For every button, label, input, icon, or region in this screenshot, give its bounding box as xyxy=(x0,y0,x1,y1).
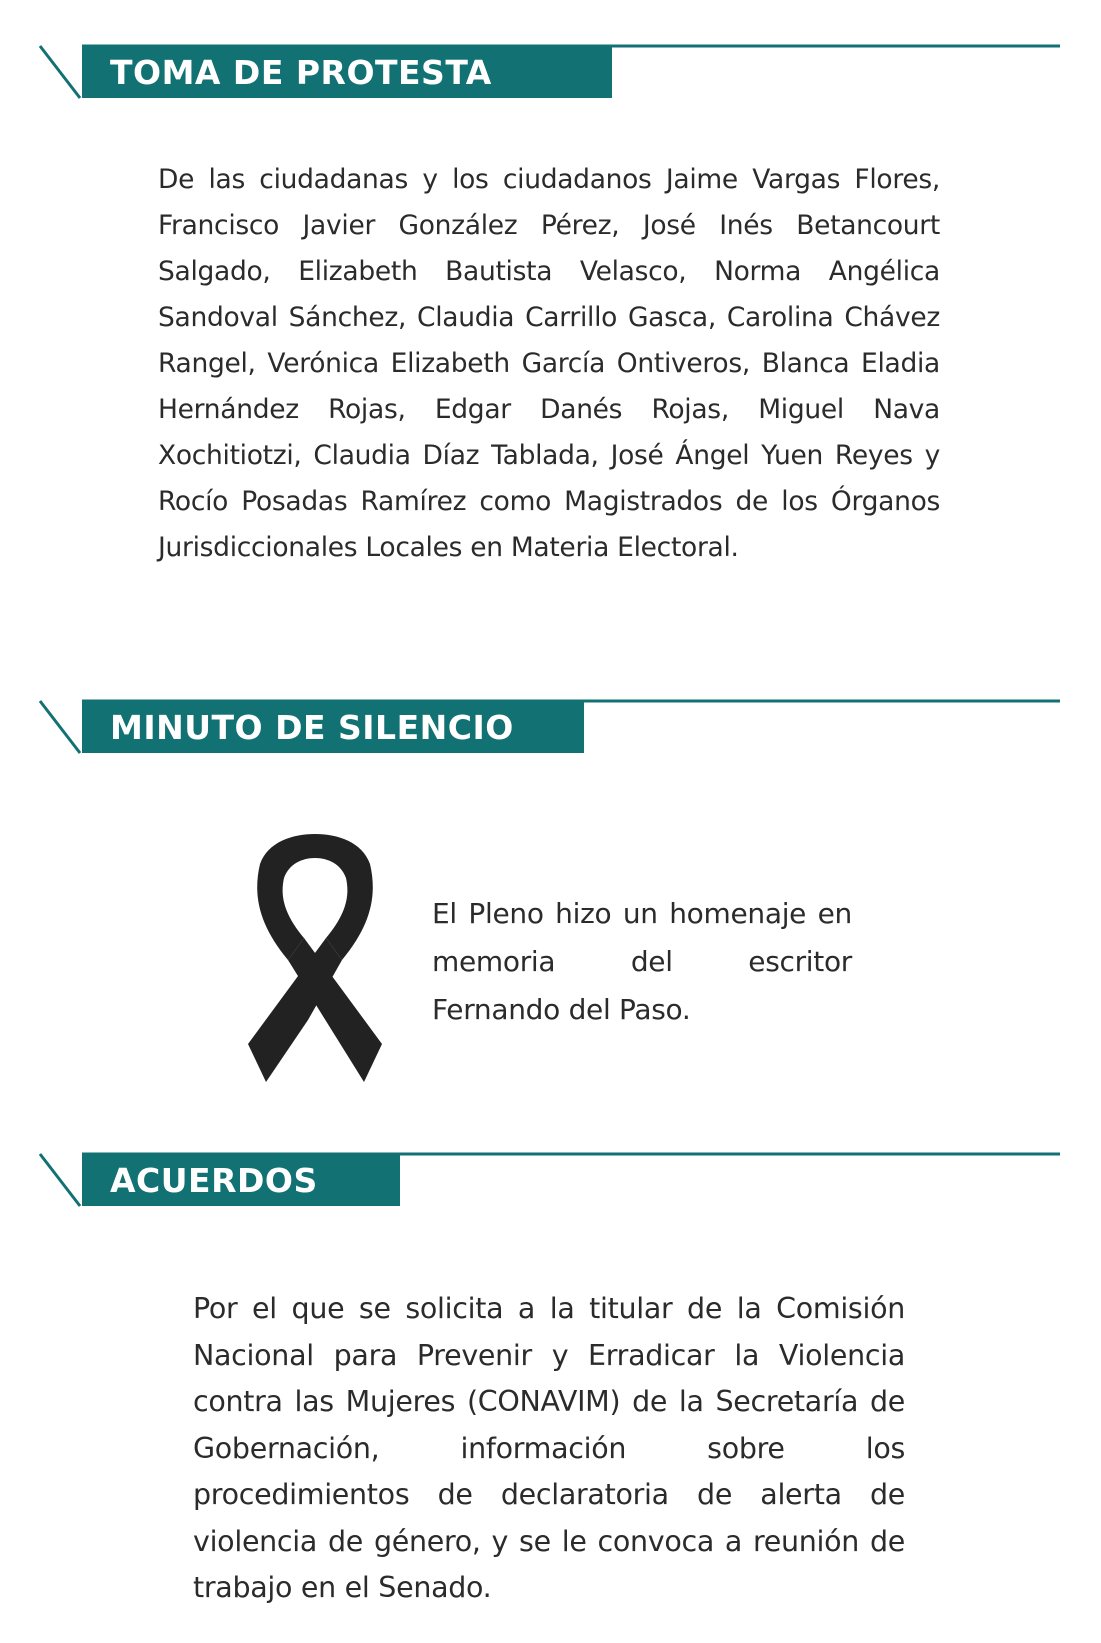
mourning-ribbon-icon xyxy=(248,834,382,1084)
section-title: MINUTO DE SILENCIO xyxy=(110,707,514,747)
section-title: ACUERDOS xyxy=(110,1160,318,1200)
section-header-acuerdos xyxy=(40,1152,1060,1208)
section-title: TOMA DE PROTESTA xyxy=(110,52,492,92)
header-bar xyxy=(82,46,612,98)
header-bar xyxy=(82,701,584,753)
header-bar xyxy=(82,1154,400,1206)
toma-de-protesta-text: De las ciudadanas y los ciudadanos Jaime Vargas Flores, Francisco Javier González Pérez, José Inés Betancourt Salgado, Elizabeth Bautista Velasco, Norma Angélica Sandoval Sánchez, Claudia Carrillo Gasca, Carolina Chávez Rangel, Verónica Elizabeth García Ontiveros, Blanca Eladia Hernández Rojas, Edgar Danés Rojas, Miguel Nava Xochitiotzi, Claudia Díaz Tablada, José Ángel Yuen Reyes y Rocío Posadas Ramírez como Magistrados de los Órganos Jurisdiccionales Locales en Materia Electoral. xyxy=(158,164,940,563)
acuerdos-text: Por el que se solicita a la titular de la Comisión Nacional para Prevenir y Erradicar la Violencia contra las Mujeres (CONAVIM) de la Secretaría de Gobernación, información sobre los procedimientos de declaratoria de alerta de violencia de género, y se le convoca a reunión de trabajo en el Senado. xyxy=(193,1292,905,1604)
section-header-toma-de-protesta xyxy=(40,44,1060,100)
section-header-minuto-de-silencio xyxy=(40,699,1060,755)
minuto-de-silencio-text: El Pleno hizo un homenaje en memoria del escritor Fernando del Paso. xyxy=(432,897,852,1026)
